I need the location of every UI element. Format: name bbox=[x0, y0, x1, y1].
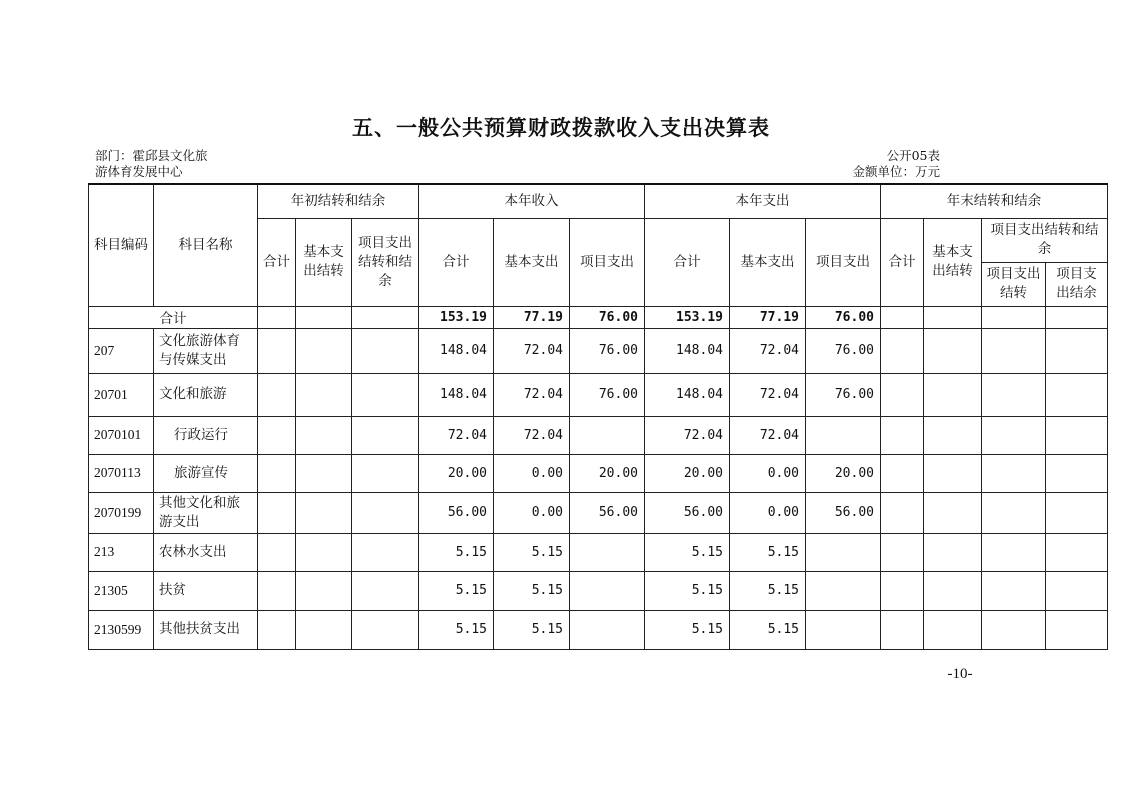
row-expense-total: 5.15 bbox=[645, 533, 730, 571]
row-income-total: 5.15 bbox=[419, 533, 494, 571]
row-income-basic: 72.04 bbox=[494, 373, 570, 416]
header-start-basic-carry: 基本支出结转 bbox=[296, 218, 352, 306]
row-expense-project: 76.00 bbox=[806, 373, 881, 416]
row-income-basic: 72.04 bbox=[494, 416, 570, 454]
row-income-total: 20.00 bbox=[419, 454, 494, 492]
row-income-project: 76.00 bbox=[570, 373, 645, 416]
row-income-total: 148.04 bbox=[419, 373, 494, 416]
header-code: 科目编码 bbox=[89, 184, 154, 306]
row-expense-project bbox=[806, 416, 881, 454]
department-line-1: 部门：霍邱县文化旅 bbox=[95, 148, 208, 163]
header-expense-basic: 基本支出 bbox=[730, 218, 806, 306]
row-expense-total: 56.00 bbox=[645, 492, 730, 533]
row-income-project: 20.00 bbox=[570, 454, 645, 492]
row-name: 扶贫 bbox=[154, 571, 258, 610]
row-income-basic: 0.00 bbox=[494, 454, 570, 492]
table-row bbox=[89, 492, 1108, 533]
row-income-project bbox=[570, 416, 645, 454]
header-end-basic-carry: 基本支出结转 bbox=[924, 218, 982, 306]
row-income-project: 76.00 bbox=[570, 328, 645, 373]
amount-unit: 金额单位：万元 bbox=[852, 164, 940, 179]
row-code: 21305 bbox=[89, 571, 154, 610]
table-id: 公开05表 bbox=[886, 148, 940, 163]
table-row-total bbox=[89, 306, 1108, 328]
page-title: 五、一般公共预算财政拨款收入支出决算表 bbox=[352, 115, 770, 140]
header-group-expense: 本年支出 bbox=[645, 184, 881, 218]
row-code: 2070101 bbox=[89, 416, 154, 454]
row-name: 旅游宣传 bbox=[154, 454, 258, 492]
total-expense-total: 153.19 bbox=[645, 306, 730, 328]
row-name: 文化和旅游 bbox=[154, 373, 258, 416]
row-income-total: 56.00 bbox=[419, 492, 494, 533]
table-meta bbox=[852, 148, 940, 180]
row-expense-basic: 72.04 bbox=[730, 416, 806, 454]
row-code: 207 bbox=[89, 328, 154, 373]
header-end-project-carry: 项目支出结转 bbox=[982, 262, 1046, 306]
table-row bbox=[89, 416, 1108, 454]
row-expense-basic: 0.00 bbox=[730, 492, 806, 533]
row-income-total: 5.15 bbox=[419, 610, 494, 649]
row-income-basic: 5.15 bbox=[494, 533, 570, 571]
row-expense-total: 5.15 bbox=[645, 610, 730, 649]
row-expense-project bbox=[806, 533, 881, 571]
header-income-basic: 基本支出 bbox=[494, 218, 570, 306]
header-end-project-surplus: 项目支出结余 bbox=[1046, 262, 1108, 306]
total-expense-project: 76.00 bbox=[806, 306, 881, 328]
header-name: 科目名称 bbox=[154, 184, 258, 306]
row-income-basic: 72.04 bbox=[494, 328, 570, 373]
row-income-project bbox=[570, 571, 645, 610]
row-income-project bbox=[570, 533, 645, 571]
row-expense-project: 56.00 bbox=[806, 492, 881, 533]
header-end-total: 合计 bbox=[881, 218, 924, 306]
header-start-total: 合计 bbox=[258, 218, 296, 306]
table-row bbox=[89, 571, 1108, 610]
row-income-total: 5.15 bbox=[419, 571, 494, 610]
row-income-basic: 5.15 bbox=[494, 571, 570, 610]
total-label: 合计 bbox=[89, 306, 258, 328]
page-number: -10- bbox=[947, 666, 973, 682]
row-name: 农林水支出 bbox=[154, 533, 258, 571]
row-code: 2070199 bbox=[89, 492, 154, 533]
row-expense-basic: 72.04 bbox=[730, 328, 806, 373]
header-group-income: 本年收入 bbox=[419, 184, 645, 218]
header-group-end: 年末结转和结余 bbox=[881, 184, 1108, 218]
row-income-total: 72.04 bbox=[419, 416, 494, 454]
row-expense-basic: 0.00 bbox=[730, 454, 806, 492]
header-end-project-group: 项目支出结转和结余 bbox=[982, 218, 1108, 262]
row-expense-project bbox=[806, 571, 881, 610]
total-expense-basic: 77.19 bbox=[730, 306, 806, 328]
header-group-start: 年初结转和结余 bbox=[258, 184, 419, 218]
row-expense-basic: 72.04 bbox=[730, 373, 806, 416]
header-income-project: 项目支出 bbox=[570, 218, 645, 306]
row-expense-project: 76.00 bbox=[806, 328, 881, 373]
total-income-basic: 77.19 bbox=[494, 306, 570, 328]
department-info bbox=[95, 148, 208, 180]
row-expense-project: 20.00 bbox=[806, 454, 881, 492]
row-income-basic: 0.00 bbox=[494, 492, 570, 533]
table-row bbox=[89, 533, 1108, 571]
row-expense-basic: 5.15 bbox=[730, 571, 806, 610]
table-row bbox=[89, 373, 1108, 416]
department-line-2: 游体育发展中心 bbox=[95, 164, 183, 179]
table-row bbox=[89, 328, 1108, 373]
row-name: 行政运行 bbox=[154, 416, 258, 454]
row-code: 2130599 bbox=[89, 610, 154, 649]
row-name: 文化旅游体育与传媒支出 bbox=[154, 328, 258, 373]
header-income-total: 合计 bbox=[419, 218, 494, 306]
table-row bbox=[89, 610, 1108, 649]
row-expense-total: 20.00 bbox=[645, 454, 730, 492]
row-name: 其他扶贫支出 bbox=[154, 610, 258, 649]
row-expense-basic: 5.15 bbox=[730, 533, 806, 571]
header-expense-total: 合计 bbox=[645, 218, 730, 306]
row-income-total: 148.04 bbox=[419, 328, 494, 373]
header-expense-project: 项目支出 bbox=[806, 218, 881, 306]
row-expense-total: 72.04 bbox=[645, 416, 730, 454]
row-expense-basic: 5.15 bbox=[730, 610, 806, 649]
row-expense-total: 5.15 bbox=[645, 571, 730, 610]
total-income-total: 153.19 bbox=[419, 306, 494, 328]
row-income-basic: 5.15 bbox=[494, 610, 570, 649]
header-start-project-carry-surplus: 项目支出结转和结余 bbox=[352, 218, 419, 306]
budget-table bbox=[88, 183, 1108, 650]
row-code: 20701 bbox=[89, 373, 154, 416]
row-expense-total: 148.04 bbox=[645, 328, 730, 373]
row-code: 2070113 bbox=[89, 454, 154, 492]
row-name: 其他文化和旅游支出 bbox=[154, 492, 258, 533]
row-income-project bbox=[570, 610, 645, 649]
row-code: 213 bbox=[89, 533, 154, 571]
row-expense-total: 148.04 bbox=[645, 373, 730, 416]
table-row bbox=[89, 454, 1108, 492]
total-income-project: 76.00 bbox=[570, 306, 645, 328]
row-income-project: 56.00 bbox=[570, 492, 645, 533]
row-expense-project bbox=[806, 610, 881, 649]
